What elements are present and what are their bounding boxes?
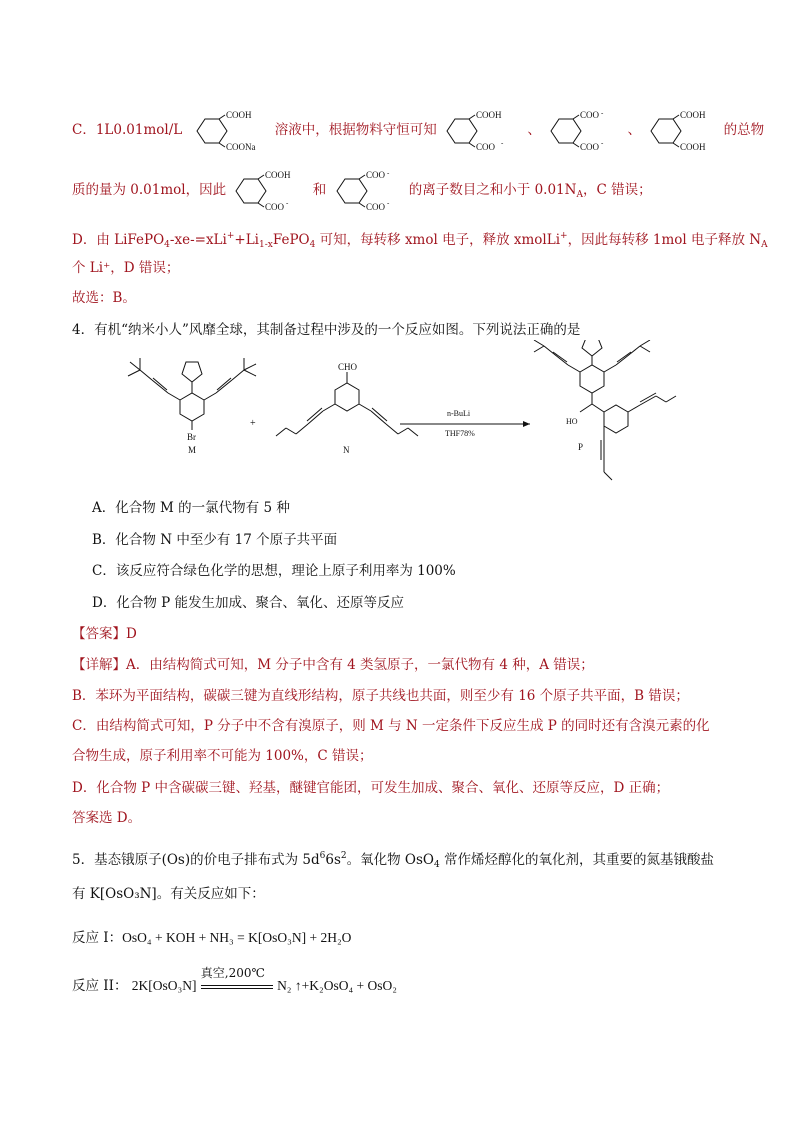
mol6-top: COO xyxy=(365,170,385,180)
d-c: +Li xyxy=(234,232,259,248)
mol6-bot: COO xyxy=(365,201,385,211)
d-f: ，因此每转移 1mol 电子释放 N xyxy=(567,232,762,248)
d-d-sub: 4 xyxy=(309,240,316,250)
reagent-top: n-BuLi xyxy=(447,409,471,418)
d-b-sup: + xyxy=(226,231,235,241)
q4-detail-1 xyxy=(72,655,594,675)
q5-sub: 4 xyxy=(434,860,440,870)
svg-text:-: - xyxy=(286,198,289,207)
q4-detail-3: C．由结构简式可知，P 分子中不含有溴原子，则 M 与 N 一定条件下反应生成 P 的同时还有含溴元素的化 xyxy=(72,718,710,734)
c-sep-2: 、 xyxy=(627,122,641,138)
c-text-2: 溶液中，根据物料守恒可知 xyxy=(274,122,437,138)
molecule-p xyxy=(534,340,676,480)
q5-reaction-2 xyxy=(72,965,397,997)
svg-text:-: - xyxy=(601,110,604,117)
d-a: D．由 LiFePO xyxy=(72,232,165,248)
svg-text:-: - xyxy=(386,198,389,207)
r1-label: 反应 I： xyxy=(72,930,123,946)
svg-text:-: - xyxy=(601,138,604,147)
mol2-bot: COO xyxy=(476,141,496,151)
c-text-1: C．1L0.01mol/L xyxy=(72,122,183,138)
reaction-scheme xyxy=(110,340,690,490)
option-c-explanation-line2 xyxy=(72,170,652,210)
q5-1c: 。氧化物 OsO xyxy=(346,852,434,868)
d-a-sub: 4 xyxy=(164,240,170,250)
q5-sup1: 6 xyxy=(319,851,326,861)
q4-option-c: C．该反应符合绿色化学的思想，理论上原子利用率为 100% xyxy=(92,563,456,579)
q3-choice: 故选：B。 xyxy=(72,290,136,306)
molecule-hydrogen-phthalate-2 xyxy=(230,171,308,211)
reagent-bottom: THF78% xyxy=(445,429,475,438)
mol1-bot: COONa xyxy=(225,141,255,151)
r2-condition: 真空,200℃ xyxy=(200,965,265,980)
q4-stem: 4．有机“纳米小人”风靡全球，其制备过程中涉及的一个反应如图。下列说法正确的是 xyxy=(72,322,581,338)
c2-text-2: 和 xyxy=(312,182,327,198)
mol4-top: COOH xyxy=(680,110,706,120)
c-sep-1: 、 xyxy=(527,122,541,138)
molecule-phthalate-na xyxy=(187,111,271,151)
q5-line2: 有 K[OsO₃N]。有关反应如下： xyxy=(72,886,265,902)
q4-detail-4: 合物生成，原子利用率不可能为 100%，C 错误； xyxy=(72,748,373,764)
d-c-sub: 1-x xyxy=(259,240,273,250)
r1-equation: OsO₄ + KOH + NH₃ = K[OsO₃N] + 2H₂O xyxy=(122,930,352,945)
c2-sub-a: A xyxy=(576,190,583,200)
molecule-m xyxy=(128,358,256,430)
answer-label: 【答案】 xyxy=(72,626,126,642)
option-d-explanation-line1 xyxy=(72,226,768,255)
q5-1d: 常作烯烃醇化的氧化剂，其重要的氮基锇酸盐 xyxy=(439,852,715,868)
plus-sign: + xyxy=(250,418,256,429)
d-f-sub: A xyxy=(761,240,768,250)
mol2-top: COOH xyxy=(476,110,502,120)
c-text-3: 的总物 xyxy=(723,122,765,138)
q4-option-d: D．化合物 P 能发生加成、聚合、氧化、还原等反应 xyxy=(92,595,404,611)
c2-text-4: ，C 错误； xyxy=(582,182,652,198)
molecule-phthalic-acid xyxy=(645,111,719,151)
detail-a: A．由结构简式可知，M 分子中含有 4 类氢原子，一氯代物有 4 种，A 错误； xyxy=(126,657,594,673)
mol5-bot: COO xyxy=(265,201,285,211)
option-c-explanation-line1 xyxy=(72,110,764,150)
q5-sup2: 2 xyxy=(340,851,347,861)
r2-left: 2K[OsO₃N] xyxy=(131,978,197,993)
q4-detail-5: D．化合物 P 中含碳碳三键、羟基，醚键官能团，可发生加成、聚合、氧化、还原等反应，D 正确； xyxy=(72,780,670,796)
q4-detail-6: 答案选 D。 xyxy=(72,810,142,826)
mol4-bot: COOH xyxy=(680,141,706,151)
r2-condition-arrow xyxy=(200,965,273,997)
q5-line1 xyxy=(72,846,714,875)
answer-value: D xyxy=(126,626,137,642)
m-br: Br xyxy=(187,432,196,442)
q4-option-a: A．化合物 M 的一氯代物有 5 种 xyxy=(92,500,290,516)
d-e: 可知，每转移 xmol 电子，释放 xmolLi xyxy=(315,232,561,248)
r2-right: N₂ ↑+K₂OsO₄ + OsO₂ xyxy=(277,978,397,993)
mol3-bot: COO xyxy=(580,141,600,151)
q5-1b: 6s xyxy=(325,852,341,868)
q4-answer xyxy=(72,624,137,644)
label-p: P xyxy=(578,442,584,452)
molecule-phthalate-dianion xyxy=(545,111,623,151)
molecule-n xyxy=(276,372,418,436)
c2-text-3: 的离子数目之和小于 0.01N xyxy=(408,182,577,198)
svg-text:-: - xyxy=(386,170,389,177)
option-d-explanation-line2: 个 Li⁺，D 错误； xyxy=(72,260,180,276)
label-m: M xyxy=(188,445,197,455)
n-cho: CHO xyxy=(338,362,358,372)
label-n: N xyxy=(343,445,350,455)
c2-text-1: 质的量为 0.01mol，因此 xyxy=(72,182,227,198)
q4-option-b: B．化合物 N 中至少有 17 个原子共平面 xyxy=(92,532,338,548)
q4-detail-2: B．苯环为平面结构，碳碳三键为直线形结构，原子共线也共面，则至少有 16 个原子共平面，B 错误； xyxy=(72,688,689,704)
r2-label: 反应 II： xyxy=(72,978,128,994)
q5-1a: 5．基态锇原子(Os)的价电子排布式为 5d xyxy=(72,852,320,868)
mol1-top: COOH xyxy=(225,110,252,120)
molecule-hydrogen-phthalate xyxy=(441,111,523,151)
d-e-sup: + xyxy=(560,231,568,241)
d-b: -xe-=xLi xyxy=(169,232,227,248)
mol5-top: COOH xyxy=(265,170,291,180)
d-d: FePO xyxy=(272,232,310,248)
svg-text:-: - xyxy=(501,138,504,147)
q5-reaction-1 xyxy=(72,928,351,948)
molecule-phthalate-dianion-2 xyxy=(331,171,405,211)
detail-label: 【详解】 xyxy=(72,657,126,673)
p-ho: HO xyxy=(566,417,578,426)
mol3-top: COO xyxy=(580,110,600,120)
